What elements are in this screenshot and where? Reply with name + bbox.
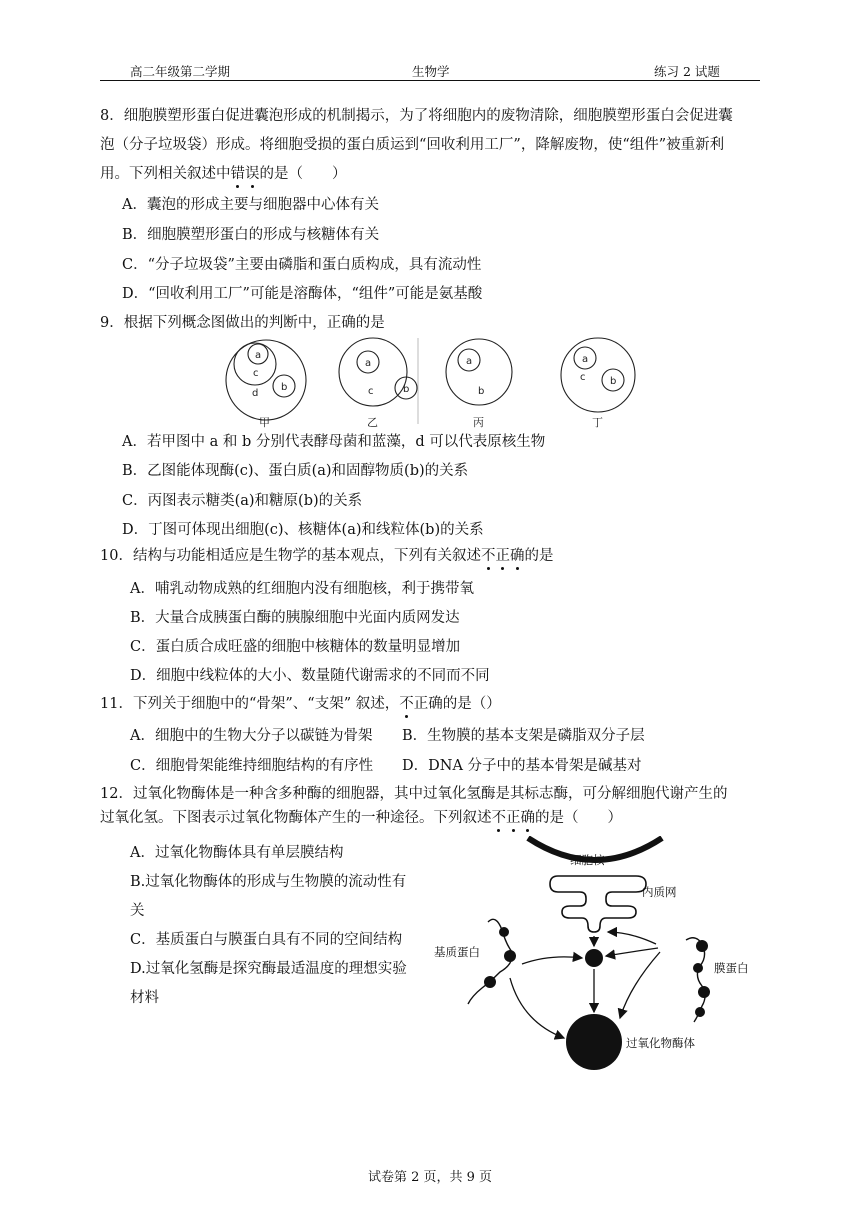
nucleus-label: 细胞核 xyxy=(570,853,605,867)
caption-jia: 甲 xyxy=(259,416,270,429)
q10-stem-text: 10．结构与功能相适应是生物学的基本观点，下列有关叙述 xyxy=(100,548,481,564)
q9-option-b: B．乙图能体现酶(c)、蛋白质(a)和固醇物质(b)的关系 xyxy=(122,463,469,479)
label-a: a xyxy=(365,358,372,369)
q11-stem-text: 正确的是（） xyxy=(413,696,501,712)
q12-stem-line-1: 12．过氧化物酶体是一种含多种酶的细胞器，其中过氧化氢酶是其标志酶，可分解细胞代谢产生的 xyxy=(100,786,728,802)
arrow-membrane-to-peroxisome xyxy=(620,952,660,1018)
q8-stem-text: 的是（ ） xyxy=(259,166,347,182)
q11-option-b: B．生物膜的基本支架是磷脂双分子层 xyxy=(402,728,645,744)
q9-concept-diagrams xyxy=(222,336,652,430)
caption-yi: 乙 xyxy=(367,416,378,429)
q12-option-c: C．基质蛋白与膜蛋白具有不同的空间结构 xyxy=(130,932,403,948)
q11-option-a: A．细胞中的生物大分子以碳链为骨架 xyxy=(130,728,373,744)
q10-stem xyxy=(100,546,553,566)
q8-stem-line-1: 8．细胞膜塑形蛋白促进囊泡形成的机制揭示，为了将细胞内的废物清除，细胞膜塑形蛋白会促进囊 xyxy=(100,108,733,124)
q11-option-c: C．细胞骨架能维持细胞结构的有序性 xyxy=(130,758,374,774)
small-vesicle xyxy=(585,949,603,967)
q11-option-d: D．DNA 分子中的基本骨架是碱基对 xyxy=(402,758,642,774)
label-b: b xyxy=(403,384,410,395)
diagram-ding-circle-c xyxy=(561,338,635,412)
q12-emphasis-char: 正 xyxy=(506,810,521,826)
q11-emphasis-char: 不 xyxy=(399,696,414,712)
caption-ding: 丁 xyxy=(592,416,603,429)
q11-stem xyxy=(100,694,501,714)
q9-option-c: C．丙图表示糖类(a)和糖原(b)的关系 xyxy=(122,493,363,509)
q12-option-a: A．过氧化物酶体具有单层膜结构 xyxy=(130,845,344,861)
arrow-membrane-to-er xyxy=(608,932,656,944)
q8-option-d: D．“回收利用工厂”可能是溶酶体，“组件”可能是氨基酸 xyxy=(122,286,483,302)
page-footer: 试卷第 2 页，共 9 页 xyxy=(367,1170,493,1185)
label-a: a xyxy=(582,354,589,365)
membrane-protein-label: 膜蛋白 xyxy=(714,961,749,975)
q11-stem-text: 11．下列关于细胞中的“骨架”、“支架” 叙述， xyxy=(100,696,400,712)
peroxisome-label: 过氧化物酶体 xyxy=(626,1036,695,1050)
label-b: b xyxy=(478,386,485,397)
q10-option-d: D．细胞中线粒体的大小、数量随代谢需求的不同而不同 xyxy=(130,668,490,684)
q10-stem-text: 的是 xyxy=(524,548,554,564)
arrow-membrane-to-vesicle xyxy=(606,948,658,956)
q8-stem-line-3 xyxy=(100,164,347,184)
header-exam: 练习 2 试题 xyxy=(654,64,720,79)
endoplasmic-reticulum xyxy=(550,876,646,932)
header-grade: 高二年级第二学期 xyxy=(130,64,231,79)
label-a: a xyxy=(466,356,473,367)
q9-option-d: D．丁图可体现出细胞(c)、核糖体(a)和线粒体(b)的关系 xyxy=(122,522,484,538)
arrow-matrix-to-peroxisome xyxy=(510,978,564,1038)
q10-option-b: B．大量合成胰蛋白酶的胰腺细胞中光面内质网发达 xyxy=(130,610,460,626)
label-a: a xyxy=(255,350,262,361)
q9-option-a: A．若甲图中 a 和 b 分别代表酵母菌和蓝藻，d 可以代表原核生物 xyxy=(122,434,546,450)
q8-stem-line-2: 泡（分子垃圾袋）形成。将细胞受损的蛋白质运到“回收利用工厂”，降解废物，使“组件”被重新利 xyxy=(100,137,725,153)
header-subject: 生物学 xyxy=(412,64,450,79)
q8-option-c: C．“分子垃圾袋”主要由磷脂和蛋白质构成，具有流动性 xyxy=(122,257,482,273)
q10-option-a: A．哺乳动物成熟的红细胞内没有细胞核，利于携带氧 xyxy=(130,581,474,597)
q10-option-c: C．蛋白质合成旺盛的细胞中核糖体的数量明显增加 xyxy=(130,639,461,655)
matrix-protein-label: 基质蛋白 xyxy=(434,945,480,959)
q8-emphasis-char: 错 xyxy=(230,166,245,182)
label-c: c xyxy=(368,386,374,397)
arrow-matrix-to-vesicle xyxy=(522,957,582,964)
q8-emphasis-char: 误 xyxy=(245,166,260,182)
q12-emphasis-char: 确 xyxy=(520,810,535,826)
header-divider xyxy=(100,80,760,81)
q12-peroxisome-pathway-figure xyxy=(430,836,770,1072)
label-c: c xyxy=(253,368,259,379)
q8-option-a: A．囊泡的形成主要与细胞器中心体有关 xyxy=(122,197,379,213)
q12-stem-line-2 xyxy=(100,808,622,828)
q10-emphasis-char: 不 xyxy=(480,548,496,564)
q8-option-b: B．细胞膜塑形蛋白的形成与核糖体有关 xyxy=(122,227,380,243)
peroxisome xyxy=(566,1014,622,1070)
label-b: b xyxy=(281,382,288,393)
q9-stem: 9．根据下列概念图做出的判断中，正确的是 xyxy=(100,315,385,331)
label-d: d xyxy=(252,388,259,399)
er-label: 内质网 xyxy=(642,885,677,899)
q10-emphasis-char: 确 xyxy=(509,548,525,564)
q12-stem-text: 的是（ ） xyxy=(535,810,622,826)
q12-emphasis-char: 不 xyxy=(491,810,506,826)
caption-bing: 丙 xyxy=(473,416,484,429)
q12-option-d: D.过氧化氢酶是探究酶最适温度的理想实验 xyxy=(130,961,407,977)
page-header xyxy=(100,62,760,80)
q10-emphasis-char: 正 xyxy=(495,548,510,564)
q12-option-d-continued: 材料 xyxy=(130,990,159,1006)
label-b: b xyxy=(610,376,617,387)
q12-stem-text: 过氧化氢。下图表示过氧化物酶体产生的一种途径。下列叙述 xyxy=(100,810,492,826)
label-c: c xyxy=(580,372,586,383)
q12-option-b-continued: 关 xyxy=(130,903,145,919)
q12-option-b: B.过氧化物酶体的形成与生物膜的流动性有 xyxy=(130,874,407,890)
q8-stem-text: 用。下列相关叙述中 xyxy=(100,166,231,182)
